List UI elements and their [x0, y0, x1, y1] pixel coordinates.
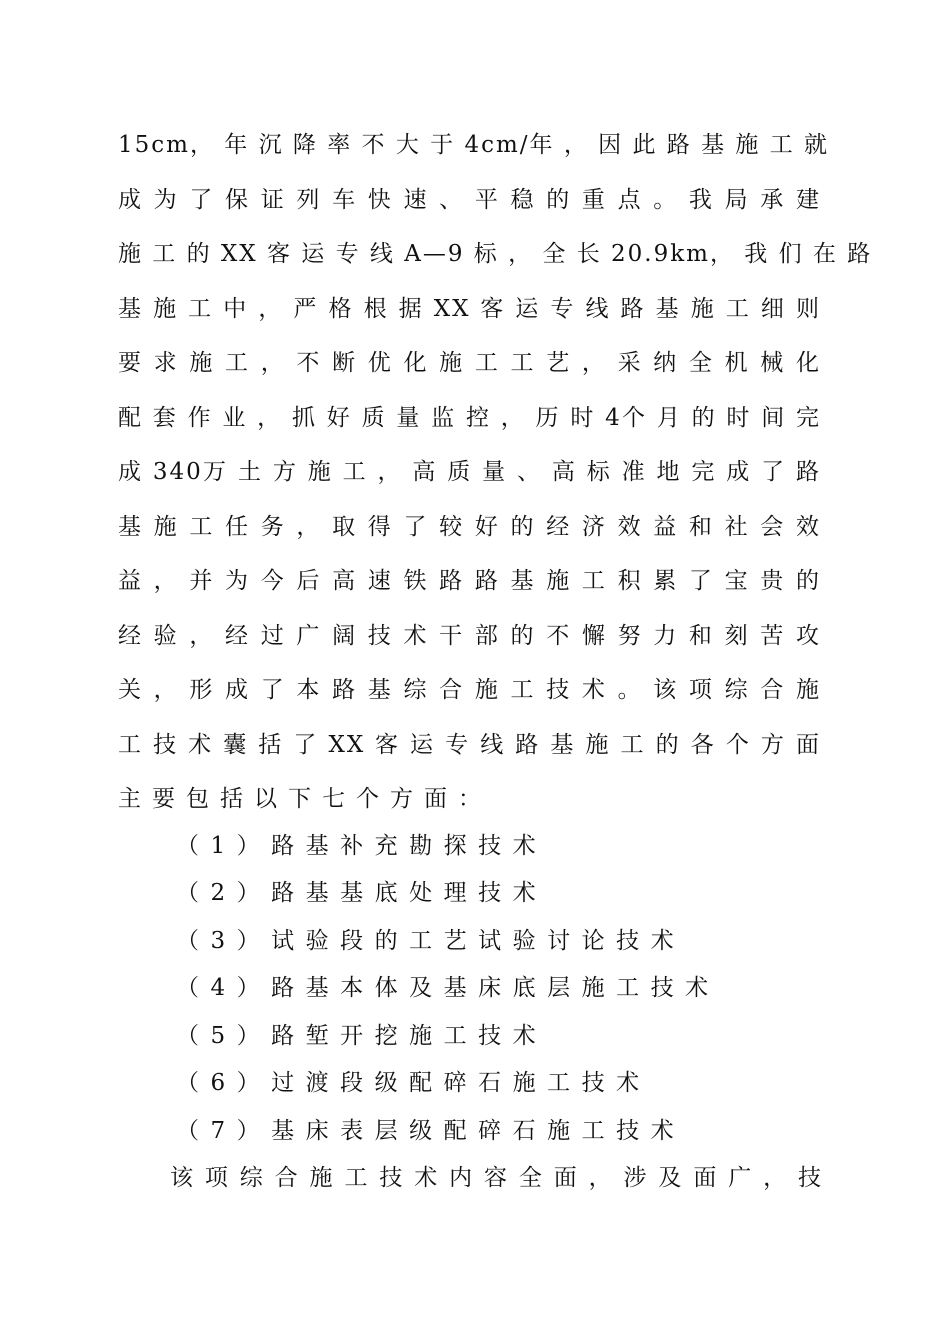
paragraph-line: 关 ， 形 成 了 本 路 基 综 合 施 工 技 术 。 该 项 综 合 施 [118, 677, 821, 703]
closing-paragraph-line: 该 项 综 合 施 工 技 术 内 容 全 面 ， 涉 及 面 广 ， 技 [170, 1165, 821, 1191]
paragraph-last-line: 主要包括以下七个方面： [118, 786, 492, 812]
paragraph-line: 基 施 工 中 ， 严 格 根 据 XX 客 运 专 线 路 基 施 工 细 则 [118, 296, 821, 322]
paragraph-line: 基 施 工 任 务 ， 取 得 了 较 好 的 经 济 效 益 和 社 会 效 [118, 514, 821, 540]
paragraph-line: 施 工 的 XX 客 运 专 线 A—9 标 ， 全 长 20.9km， 我 们 在 路 [118, 241, 873, 267]
list-item: （3）试验段的工艺试验讨论技术 [176, 928, 686, 954]
paragraph-line: 配 套 作 业 ， 抓 好 质 量 监 控 ， 历 时 4个 月 的 时 间 完 [118, 405, 821, 431]
list-item: （2）路基基底处理技术 [176, 880, 548, 906]
paragraph-line: 经 验 ， 经 过 广 阔 技 术 干 部 的 不 懈 努 力 和 刻 苦 攻 [118, 623, 821, 649]
paragraph-line: 成 340万 土 方 施 工 ， 高 质 量 、 高 标 准 地 完 成 了 路 [118, 459, 821, 485]
paragraph-line: 工 技 术 囊 括 了 XX 客 运 专 线 路 基 施 工 的 各 个 方 面 [118, 732, 821, 758]
paragraph-line: 益 ， 并 为 今 后 高 速 铁 路 路 基 施 工 积 累 了 宝 贵 的 [118, 568, 821, 594]
paragraph-line: 15cm， 年 沉 降 率 不 大 于 4cm/年 ， 因 此 路 基 施 工 就 [118, 132, 830, 158]
paragraph-line: 成 为 了 保 证 列 车 快 速 、 平 稳 的 重 点 。 我 局 承 建 [118, 187, 821, 213]
paragraph-line: 要 求 施 工 ， 不 断 优 化 施 工 工 艺 ， 采 纳 全 机 械 化 [118, 350, 821, 376]
list-item: （4）路基本体及基床底层施工技术 [176, 975, 720, 1001]
list-item: （5）路堑开挖施工技术 [176, 1023, 548, 1049]
list-item: （7）基床表层级配碎石施工技术 [176, 1118, 686, 1144]
list-item: （6）过渡段级配碎石施工技术 [176, 1070, 651, 1096]
list-item: （1）路基补充勘探技术 [176, 833, 548, 859]
